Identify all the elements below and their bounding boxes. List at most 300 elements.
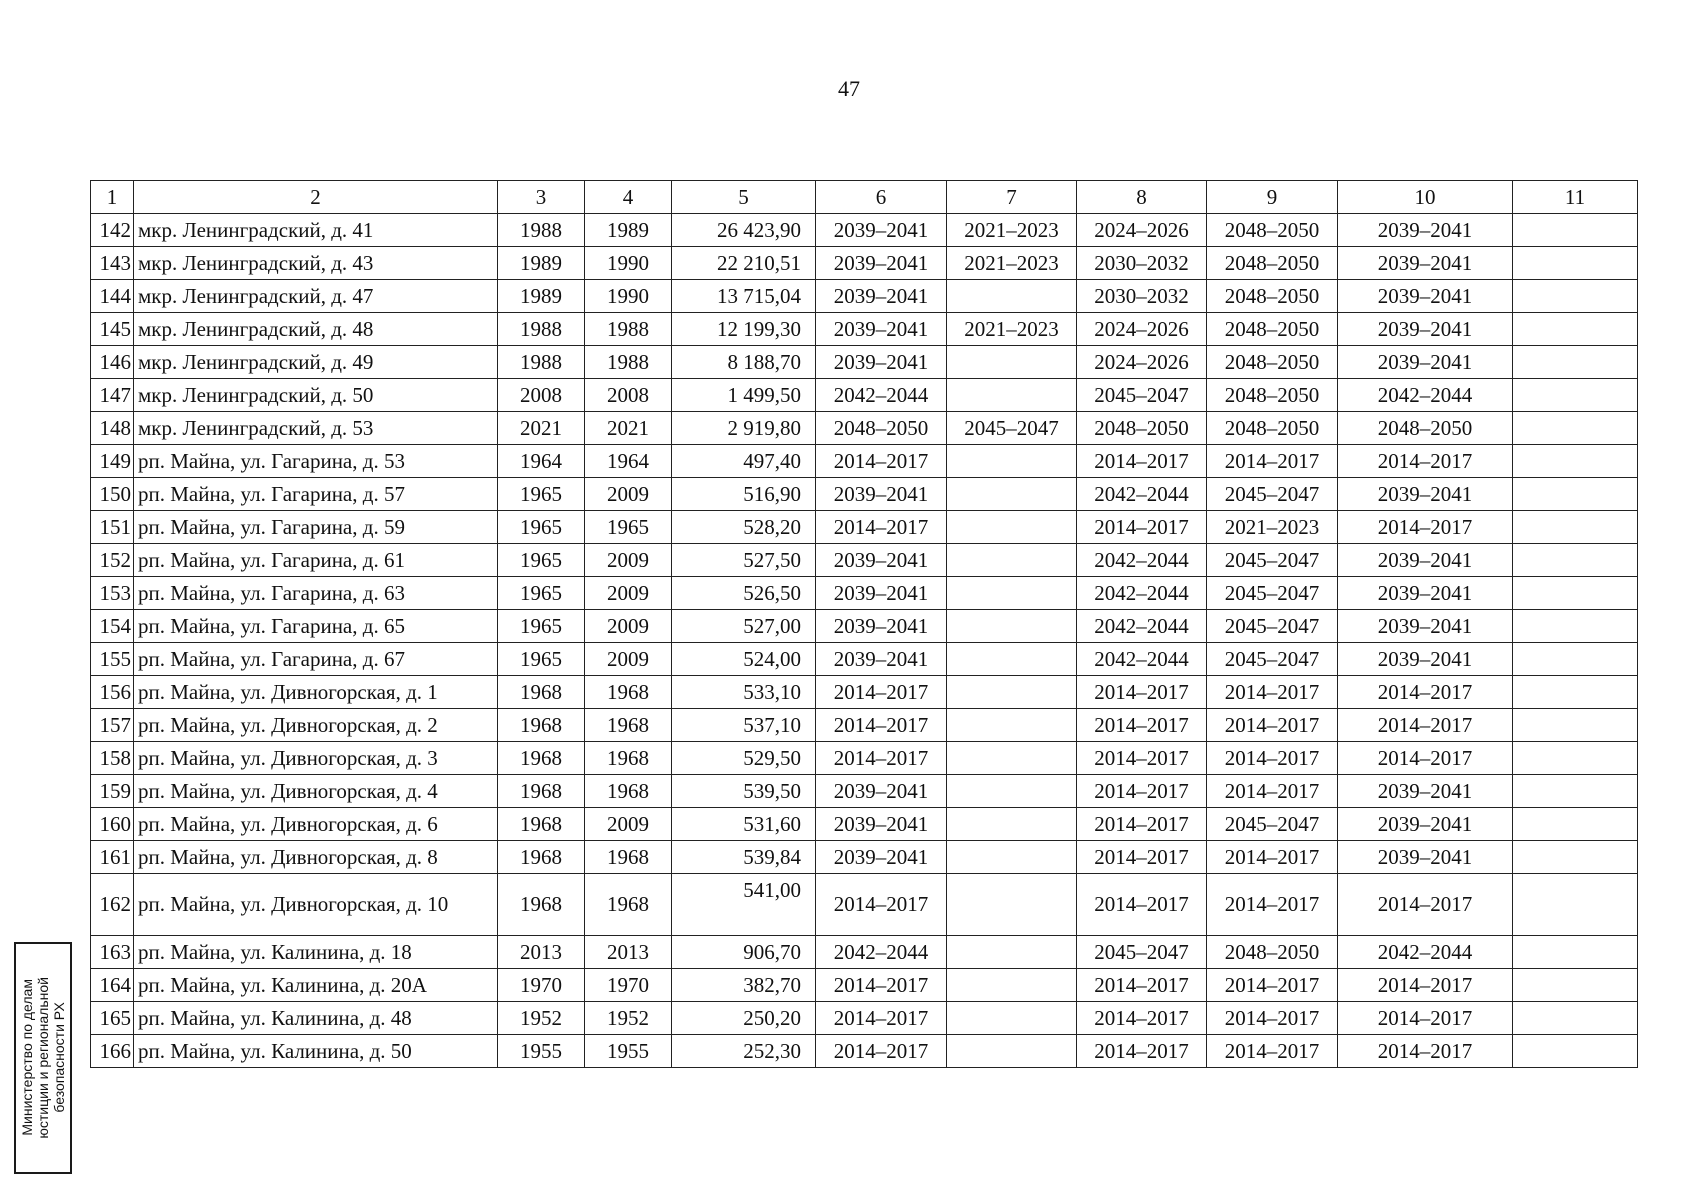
period-col8-cell: 2030–2032	[1077, 247, 1207, 280]
period-col7-cell	[947, 511, 1077, 544]
table-row	[91, 313, 1638, 346]
period-col6-cell: 2014–2017	[816, 709, 947, 742]
period-col6-cell: 2039–2041	[816, 280, 947, 313]
area-cell: 12 199,30	[672, 313, 816, 346]
area-cell: 527,50	[672, 544, 816, 577]
stamp-line: юстиции и региональной	[35, 977, 51, 1139]
note-col11-cell	[1513, 214, 1638, 247]
period-col10-cell: 2039–2041	[1338, 841, 1513, 874]
period-col9-cell: 2045–2047	[1207, 808, 1338, 841]
period-col7-cell	[947, 379, 1077, 412]
address-cell: мкр. Ленинградский, д. 50	[134, 379, 498, 412]
period-col9-cell: 2048–2050	[1207, 280, 1338, 313]
period-col10-cell: 2042–2044	[1338, 936, 1513, 969]
period-col8-cell: 2014–2017	[1077, 676, 1207, 709]
period-col7-cell	[947, 544, 1077, 577]
table-row	[91, 643, 1638, 676]
period-col6-cell: 2014–2017	[816, 874, 947, 936]
column-number-cell: 11	[1513, 181, 1638, 214]
period-col6-cell: 2042–2044	[816, 936, 947, 969]
year-built-cell: 1988	[498, 313, 585, 346]
row-number-cell: 163	[91, 936, 134, 969]
period-col8-cell: 2042–2044	[1077, 478, 1207, 511]
year-built-cell: 1968	[498, 775, 585, 808]
year-commissioned-cell: 2009	[585, 577, 672, 610]
period-col9-cell: 2048–2050	[1207, 313, 1338, 346]
address-cell: рп. Майна, ул. Гагарина, д. 61	[134, 544, 498, 577]
period-col6-cell: 2039–2041	[816, 808, 947, 841]
year-commissioned-cell: 1968	[585, 874, 672, 936]
row-number-cell: 165	[91, 1002, 134, 1035]
row-number-cell: 159	[91, 775, 134, 808]
page-number: 47	[838, 76, 860, 101]
address-cell: рп. Майна, ул. Гагарина, д. 65	[134, 610, 498, 643]
area-cell: 26 423,90	[672, 214, 816, 247]
period-col7-cell	[947, 643, 1077, 676]
note-col11-cell	[1513, 742, 1638, 775]
area-cell: 527,00	[672, 610, 816, 643]
row-number-cell: 166	[91, 1035, 134, 1068]
row-number-cell: 146	[91, 346, 134, 379]
note-col11-cell	[1513, 643, 1638, 676]
period-col7-cell	[947, 775, 1077, 808]
table-row	[91, 379, 1638, 412]
period-col8-cell: 2024–2026	[1077, 214, 1207, 247]
column-number-cell: 7	[947, 181, 1077, 214]
period-col9-cell: 2014–2017	[1207, 445, 1338, 478]
year-commissioned-cell: 1968	[585, 775, 672, 808]
column-number-cell: 9	[1207, 181, 1338, 214]
address-cell: рп. Майна, ул. Калинина, д. 50	[134, 1035, 498, 1068]
year-commissioned-cell: 1968	[585, 841, 672, 874]
area-cell: 382,70	[672, 969, 816, 1002]
period-col9-cell: 2045–2047	[1207, 544, 1338, 577]
address-cell: рп. Майна, ул. Дивногорская, д. 2	[134, 709, 498, 742]
period-col6-cell: 2039–2041	[816, 643, 947, 676]
year-built-cell: 1968	[498, 676, 585, 709]
row-number-cell: 154	[91, 610, 134, 643]
period-col7-cell	[947, 577, 1077, 610]
year-commissioned-cell: 2009	[585, 808, 672, 841]
period-col10-cell: 2039–2041	[1338, 808, 1513, 841]
period-col10-cell: 2039–2041	[1338, 346, 1513, 379]
area-cell: 529,50	[672, 742, 816, 775]
ministry-stamp-text	[19, 977, 67, 1139]
period-col10-cell: 2014–2017	[1338, 1035, 1513, 1068]
period-col10-cell: 2042–2044	[1338, 379, 1513, 412]
period-col7-cell	[947, 874, 1077, 936]
period-col6-cell: 2039–2041	[816, 247, 947, 280]
period-col7-cell	[947, 709, 1077, 742]
note-col11-cell	[1513, 511, 1638, 544]
row-number-cell: 157	[91, 709, 134, 742]
column-number-cell: 2	[134, 181, 498, 214]
period-col9-cell: 2014–2017	[1207, 1035, 1338, 1068]
period-col10-cell: 2039–2041	[1338, 313, 1513, 346]
period-col8-cell: 2042–2044	[1077, 643, 1207, 676]
table-row	[91, 808, 1638, 841]
address-cell: рп. Майна, ул. Дивногорская, д. 1	[134, 676, 498, 709]
period-col8-cell: 2045–2047	[1077, 379, 1207, 412]
address-cell: мкр. Ленинградский, д. 53	[134, 412, 498, 445]
table-row	[91, 544, 1638, 577]
period-col9-cell: 2021–2023	[1207, 511, 1338, 544]
row-number-cell: 147	[91, 379, 134, 412]
table-row	[91, 445, 1638, 478]
period-col8-cell: 2014–2017	[1077, 709, 1207, 742]
period-col7-cell	[947, 676, 1077, 709]
period-col6-cell: 2039–2041	[816, 544, 947, 577]
period-col8-cell: 2024–2026	[1077, 313, 1207, 346]
year-commissioned-cell: 2009	[585, 643, 672, 676]
period-col10-cell: 2039–2041	[1338, 610, 1513, 643]
address-cell: рп. Майна, ул. Калинина, д. 20А	[134, 969, 498, 1002]
period-col8-cell: 2042–2044	[1077, 610, 1207, 643]
period-col7-cell	[947, 1002, 1077, 1035]
period-col8-cell: 2042–2044	[1077, 544, 1207, 577]
note-col11-cell	[1513, 445, 1638, 478]
period-col10-cell: 2014–2017	[1338, 445, 1513, 478]
note-col11-cell	[1513, 874, 1638, 936]
period-col8-cell: 2014–2017	[1077, 874, 1207, 936]
address-cell: рп. Майна, ул. Гагарина, д. 57	[134, 478, 498, 511]
table-row	[91, 214, 1638, 247]
period-col10-cell: 2014–2017	[1338, 969, 1513, 1002]
period-col6-cell: 2042–2044	[816, 379, 947, 412]
period-col9-cell: 2014–2017	[1207, 742, 1338, 775]
address-cell: рп. Майна, ул. Дивногорская, д. 4	[134, 775, 498, 808]
area-cell: 539,50	[672, 775, 816, 808]
period-col9-cell: 2045–2047	[1207, 577, 1338, 610]
note-col11-cell	[1513, 379, 1638, 412]
year-commissioned-cell: 1952	[585, 1002, 672, 1035]
note-col11-cell	[1513, 610, 1638, 643]
row-number-cell: 144	[91, 280, 134, 313]
year-built-cell: 1965	[498, 643, 585, 676]
year-built-cell: 1968	[498, 808, 585, 841]
period-col6-cell: 2039–2041	[816, 313, 947, 346]
row-number-cell: 152	[91, 544, 134, 577]
area-cell: 497,40	[672, 445, 816, 478]
period-col8-cell: 2048–2050	[1077, 412, 1207, 445]
period-col6-cell: 2014–2017	[816, 445, 947, 478]
period-col6-cell: 2039–2041	[816, 841, 947, 874]
note-col11-cell	[1513, 1035, 1638, 1068]
period-col8-cell: 2014–2017	[1077, 841, 1207, 874]
note-col11-cell	[1513, 313, 1638, 346]
note-col11-cell	[1513, 775, 1638, 808]
table-row	[91, 742, 1638, 775]
address-cell: рп. Майна, ул. Калинина, д. 48	[134, 1002, 498, 1035]
row-number-cell: 149	[91, 445, 134, 478]
year-commissioned-cell: 1965	[585, 511, 672, 544]
year-built-cell: 1965	[498, 544, 585, 577]
note-col11-cell	[1513, 936, 1638, 969]
period-col6-cell: 2014–2017	[816, 1035, 947, 1068]
year-commissioned-cell: 1989	[585, 214, 672, 247]
period-col7-cell	[947, 445, 1077, 478]
address-cell: мкр. Ленинградский, д. 49	[134, 346, 498, 379]
address-cell: рп. Майна, ул. Гагарина, д. 53	[134, 445, 498, 478]
period-col8-cell: 2024–2026	[1077, 346, 1207, 379]
year-built-cell: 1965	[498, 610, 585, 643]
period-col7-cell: 2045–2047	[947, 412, 1077, 445]
year-built-cell: 2008	[498, 379, 585, 412]
note-col11-cell	[1513, 969, 1638, 1002]
stamp-line: Министерство по делам	[19, 979, 35, 1137]
row-number-cell: 145	[91, 313, 134, 346]
column-number-row	[91, 181, 1638, 214]
address-cell: мкр. Ленинградский, д. 47	[134, 280, 498, 313]
period-col7-cell: 2021–2023	[947, 214, 1077, 247]
area-cell: 22 210,51	[672, 247, 816, 280]
row-number-cell: 155	[91, 643, 134, 676]
period-col6-cell: 2014–2017	[816, 969, 947, 1002]
year-commissioned-cell: 2021	[585, 412, 672, 445]
address-cell: рп. Майна, ул. Дивногорская, д. 6	[134, 808, 498, 841]
year-built-cell: 1970	[498, 969, 585, 1002]
address-cell: мкр. Ленинградский, д. 41	[134, 214, 498, 247]
row-number-cell: 161	[91, 841, 134, 874]
period-col6-cell: 2039–2041	[816, 214, 947, 247]
period-col9-cell: 2045–2047	[1207, 478, 1338, 511]
table-row	[91, 346, 1638, 379]
area-cell: 539,84	[672, 841, 816, 874]
year-commissioned-cell: 2008	[585, 379, 672, 412]
period-col7-cell: 2021–2023	[947, 247, 1077, 280]
row-number-cell: 156	[91, 676, 134, 709]
year-commissioned-cell: 1988	[585, 346, 672, 379]
note-col11-cell	[1513, 808, 1638, 841]
table-row	[91, 676, 1638, 709]
row-number-cell: 148	[91, 412, 134, 445]
year-commissioned-cell: 2013	[585, 936, 672, 969]
year-commissioned-cell: 1970	[585, 969, 672, 1002]
column-number-cell: 3	[498, 181, 585, 214]
period-col6-cell: 2039–2041	[816, 478, 947, 511]
period-col6-cell: 2048–2050	[816, 412, 947, 445]
period-col10-cell: 2014–2017	[1338, 676, 1513, 709]
table-row	[91, 511, 1638, 544]
period-col10-cell: 2039–2041	[1338, 577, 1513, 610]
year-commissioned-cell: 1990	[585, 247, 672, 280]
row-number-cell: 162	[91, 874, 134, 936]
area-cell: 1 499,50	[672, 379, 816, 412]
year-commissioned-cell: 1968	[585, 709, 672, 742]
table-row	[91, 874, 1638, 936]
row-number-cell: 150	[91, 478, 134, 511]
area-cell: 906,70	[672, 936, 816, 969]
period-col7-cell	[947, 280, 1077, 313]
table-row	[91, 709, 1638, 742]
year-built-cell: 1952	[498, 1002, 585, 1035]
area-cell: 516,90	[672, 478, 816, 511]
year-built-cell: 1965	[498, 577, 585, 610]
period-col8-cell: 2030–2032	[1077, 280, 1207, 313]
period-col7-cell	[947, 841, 1077, 874]
note-col11-cell	[1513, 841, 1638, 874]
period-col9-cell: 2014–2017	[1207, 775, 1338, 808]
period-col8-cell: 2042–2044	[1077, 577, 1207, 610]
period-col7-cell	[947, 969, 1077, 1002]
table-row	[91, 412, 1638, 445]
row-number-cell: 143	[91, 247, 134, 280]
period-col7-cell	[947, 346, 1077, 379]
period-col9-cell: 2045–2047	[1207, 643, 1338, 676]
period-col10-cell: 2014–2017	[1338, 1002, 1513, 1035]
note-col11-cell	[1513, 280, 1638, 313]
table-row	[91, 247, 1638, 280]
housing-register-table	[90, 180, 1638, 1068]
table-row	[91, 280, 1638, 313]
table-row	[91, 936, 1638, 969]
period-col9-cell: 2014–2017	[1207, 709, 1338, 742]
address-cell: рп. Майна, ул. Гагарина, д. 63	[134, 577, 498, 610]
period-col10-cell: 2039–2041	[1338, 544, 1513, 577]
area-cell: 250,20	[672, 1002, 816, 1035]
area-cell: 541,00	[672, 874, 816, 936]
row-number-cell: 142	[91, 214, 134, 247]
period-col6-cell: 2014–2017	[816, 742, 947, 775]
table-row	[91, 841, 1638, 874]
period-col9-cell: 2014–2017	[1207, 1002, 1338, 1035]
address-cell: рп. Майна, ул. Калинина, д. 18	[134, 936, 498, 969]
column-number-cell: 4	[585, 181, 672, 214]
column-number-cell: 8	[1077, 181, 1207, 214]
note-col11-cell	[1513, 709, 1638, 742]
period-col7-cell	[947, 1035, 1077, 1068]
period-col9-cell: 2048–2050	[1207, 346, 1338, 379]
period-col6-cell: 2039–2041	[816, 775, 947, 808]
area-cell: 531,60	[672, 808, 816, 841]
row-number-cell: 151	[91, 511, 134, 544]
year-commissioned-cell: 2009	[585, 544, 672, 577]
address-cell: рп. Майна, ул. Дивногорская, д. 8	[134, 841, 498, 874]
period-col7-cell	[947, 936, 1077, 969]
period-col7-cell	[947, 808, 1077, 841]
address-cell: рп. Майна, ул. Гагарина, д. 59	[134, 511, 498, 544]
period-col8-cell: 2014–2017	[1077, 445, 1207, 478]
period-col8-cell: 2014–2017	[1077, 742, 1207, 775]
year-commissioned-cell: 2009	[585, 478, 672, 511]
table-row	[91, 1002, 1638, 1035]
period-col9-cell: 2014–2017	[1207, 841, 1338, 874]
row-number-cell: 153	[91, 577, 134, 610]
year-built-cell: 1989	[498, 280, 585, 313]
period-col10-cell: 2039–2041	[1338, 478, 1513, 511]
area-cell: 528,20	[672, 511, 816, 544]
year-commissioned-cell: 1968	[585, 742, 672, 775]
area-cell: 524,00	[672, 643, 816, 676]
table-row	[91, 969, 1638, 1002]
period-col9-cell: 2045–2047	[1207, 610, 1338, 643]
period-col8-cell: 2014–2017	[1077, 1002, 1207, 1035]
stamp-line: безопасности РХ	[51, 1002, 67, 1114]
period-col9-cell: 2048–2050	[1207, 247, 1338, 280]
period-col8-cell: 2014–2017	[1077, 808, 1207, 841]
period-col7-cell	[947, 610, 1077, 643]
year-built-cell: 1988	[498, 346, 585, 379]
period-col10-cell: 2039–2041	[1338, 775, 1513, 808]
table-row	[91, 577, 1638, 610]
area-cell: 537,10	[672, 709, 816, 742]
address-cell: рп. Майна, ул. Гагарина, д. 67	[134, 643, 498, 676]
period-col8-cell: 2014–2017	[1077, 1035, 1207, 1068]
column-number-cell: 6	[816, 181, 947, 214]
column-number-cell: 5	[672, 181, 816, 214]
period-col10-cell: 2048–2050	[1338, 412, 1513, 445]
area-cell: 252,30	[672, 1035, 816, 1068]
note-col11-cell	[1513, 577, 1638, 610]
period-col6-cell: 2039–2041	[816, 577, 947, 610]
year-commissioned-cell: 1988	[585, 313, 672, 346]
period-col10-cell: 2014–2017	[1338, 874, 1513, 936]
year-built-cell: 1989	[498, 247, 585, 280]
ministry-stamp	[14, 942, 72, 1174]
address-cell: рп. Майна, ул. Дивногорская, д. 3	[134, 742, 498, 775]
year-built-cell: 2021	[498, 412, 585, 445]
note-col11-cell	[1513, 544, 1638, 577]
note-col11-cell	[1513, 346, 1638, 379]
address-cell: мкр. Ленинградский, д. 43	[134, 247, 498, 280]
period-col9-cell: 2048–2050	[1207, 412, 1338, 445]
period-col10-cell: 2039–2041	[1338, 280, 1513, 313]
row-number-cell: 164	[91, 969, 134, 1002]
year-built-cell: 2013	[498, 936, 585, 969]
year-built-cell: 1988	[498, 214, 585, 247]
year-built-cell: 1968	[498, 709, 585, 742]
table-row	[91, 775, 1638, 808]
period-col6-cell: 2014–2017	[816, 676, 947, 709]
period-col10-cell: 2014–2017	[1338, 709, 1513, 742]
period-col8-cell: 2014–2017	[1077, 775, 1207, 808]
year-built-cell: 1964	[498, 445, 585, 478]
year-built-cell: 1968	[498, 742, 585, 775]
year-built-cell: 1955	[498, 1035, 585, 1068]
period-col6-cell: 2014–2017	[816, 511, 947, 544]
note-col11-cell	[1513, 412, 1638, 445]
period-col6-cell: 2039–2041	[816, 346, 947, 379]
column-number-cell: 10	[1338, 181, 1513, 214]
period-col9-cell: 2048–2050	[1207, 214, 1338, 247]
note-col11-cell	[1513, 1002, 1638, 1035]
period-col10-cell: 2039–2041	[1338, 214, 1513, 247]
table-row	[91, 610, 1638, 643]
period-col6-cell: 2039–2041	[816, 610, 947, 643]
year-commissioned-cell: 1968	[585, 676, 672, 709]
period-col6-cell: 2014–2017	[816, 1002, 947, 1035]
note-col11-cell	[1513, 676, 1638, 709]
year-built-cell: 1965	[498, 511, 585, 544]
note-col11-cell	[1513, 478, 1638, 511]
year-commissioned-cell: 1990	[585, 280, 672, 313]
year-built-cell: 1968	[498, 874, 585, 936]
period-col7-cell	[947, 742, 1077, 775]
year-commissioned-cell: 1955	[585, 1035, 672, 1068]
period-col9-cell: 2014–2017	[1207, 676, 1338, 709]
period-col9-cell: 2014–2017	[1207, 969, 1338, 1002]
table-row	[91, 1035, 1638, 1068]
period-col10-cell: 2014–2017	[1338, 511, 1513, 544]
period-col10-cell: 2039–2041	[1338, 643, 1513, 676]
period-col8-cell: 2045–2047	[1077, 936, 1207, 969]
period-col10-cell: 2039–2041	[1338, 247, 1513, 280]
period-col10-cell: 2014–2017	[1338, 742, 1513, 775]
year-built-cell: 1965	[498, 478, 585, 511]
period-col9-cell: 2048–2050	[1207, 379, 1338, 412]
column-number-cell: 1	[91, 181, 134, 214]
row-number-cell: 160	[91, 808, 134, 841]
